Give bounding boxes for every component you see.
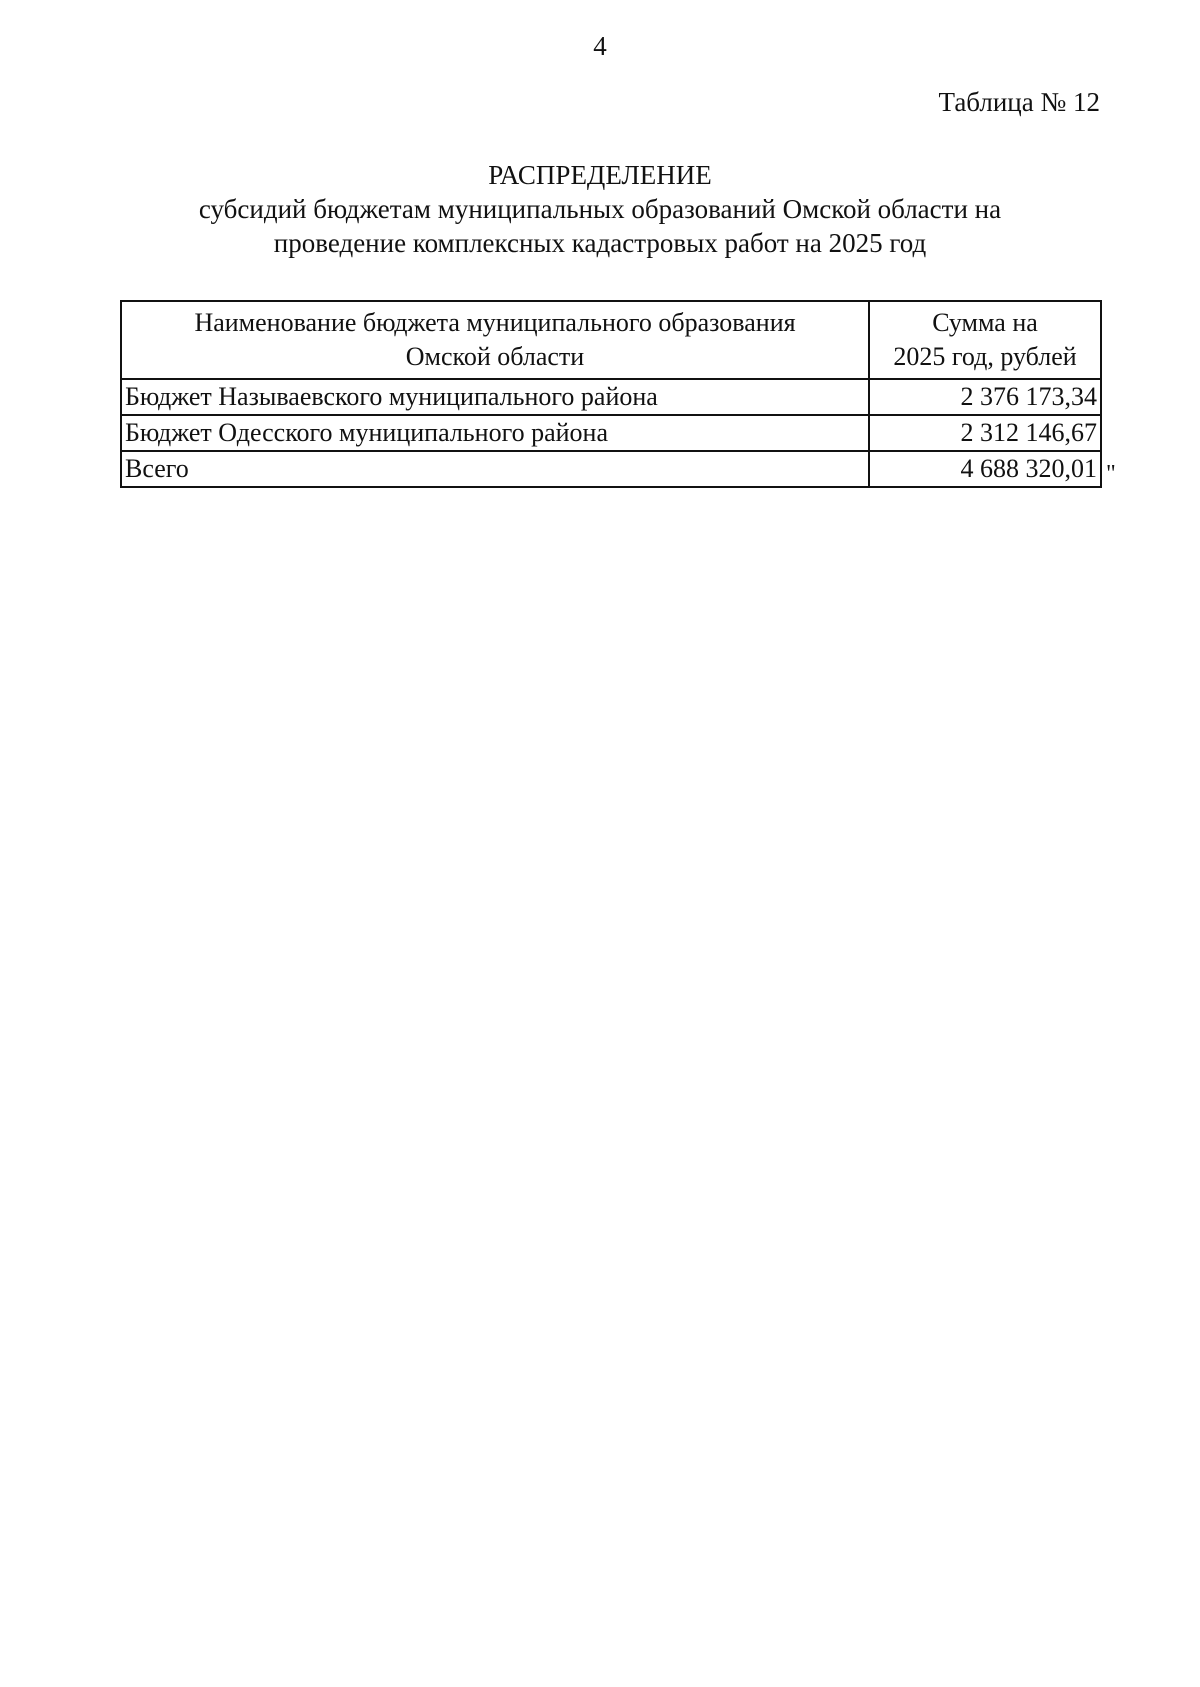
total-label: Всего xyxy=(121,451,869,487)
header-amount-line-1: Сумма на xyxy=(932,308,1038,337)
row-amount: 2 376 173,34 xyxy=(869,379,1101,415)
page-number: 4 xyxy=(593,31,607,61)
table-header-row xyxy=(121,301,1101,379)
row-budget-name: Бюджет Одесского муниципального района xyxy=(121,415,869,451)
header-budget-name-line-1: Наименование бюджета муниципального образования xyxy=(194,308,796,337)
distribution-table xyxy=(120,300,1102,488)
total-row xyxy=(121,451,1101,487)
header-budget-name xyxy=(121,301,869,379)
header-amount xyxy=(869,301,1101,379)
row-amount: 2 312 146,67 xyxy=(869,415,1101,451)
heading-subtitle-line-2: проведение комплексных кадастровых работ на 2025 год xyxy=(273,228,927,258)
header-amount-line-2: 2025 год, рублей xyxy=(893,342,1077,371)
table-label: Таблица № 12 xyxy=(938,87,1100,117)
heading-subtitle-line-1: субсидий бюджетам муниципальных образований Омской области на xyxy=(198,194,1002,224)
heading-title: РАСПРЕДЕЛЕНИЕ xyxy=(488,160,712,190)
closing-quote-mark: " xyxy=(1106,461,1116,487)
table-row xyxy=(121,379,1101,415)
total-amount: 4 688 320,01 xyxy=(869,451,1101,487)
header-budget-name-line-2: Омской области xyxy=(405,342,585,371)
row-budget-name: Бюджет Называевского муниципального района xyxy=(121,379,869,415)
document-heading xyxy=(0,158,1200,260)
table-row xyxy=(121,415,1101,451)
